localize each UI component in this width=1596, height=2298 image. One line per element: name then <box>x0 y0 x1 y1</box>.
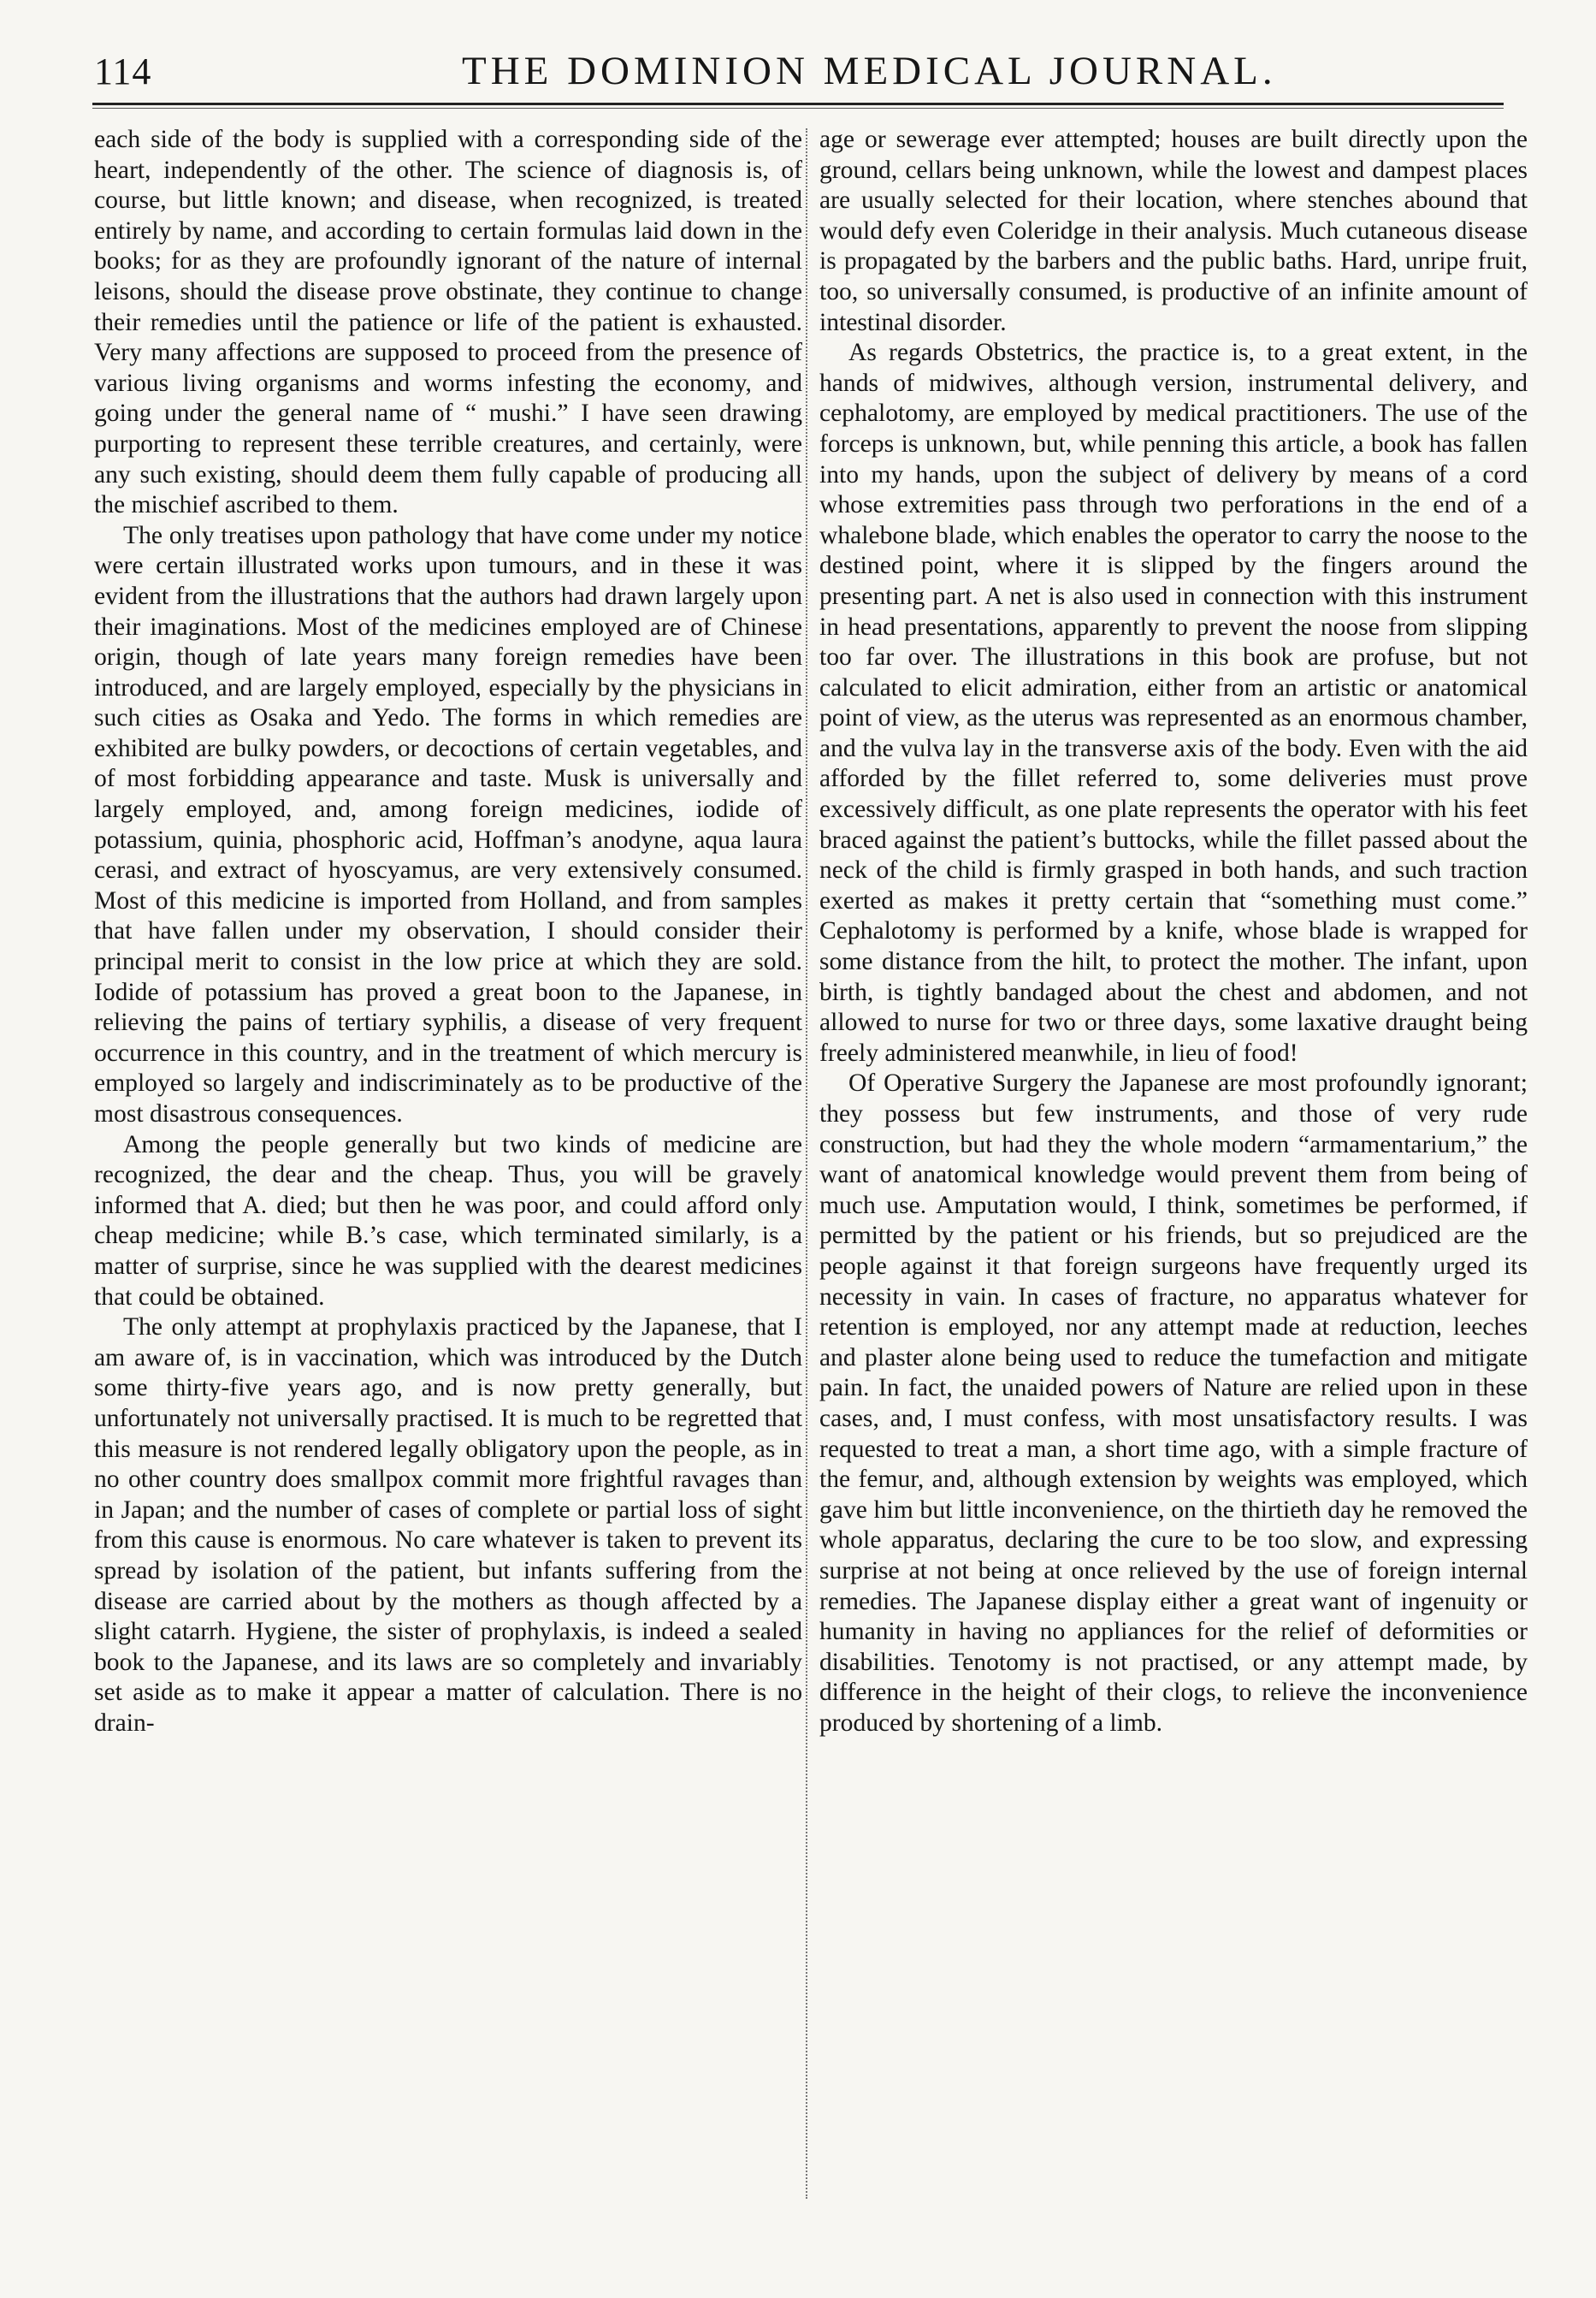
paragraph: As regards Obstetrics, the practice is, to a great extent, in the hands of midwives, although version, instrumental delivery, and cephalotomy, are employed by medical practitioners. The use of the forceps is unknown, but, while penning this article, a book has fallen into my hands, upon the subject of delivery by means of a cord whose extremities pass through two perforations in the end of a whalebone blade, which enables the operator to carry the noose to the destined point, where it is slipped by the fingers around the presenting part. A net is also used in connection with this instrument in head presentations, apparently to prevent the noose from slipping too far over. The illustrations in this book are profuse, but not calculated to elicit admiration, either from an artistic or anatomical point of view, as the uterus was represented as an enormous chamber, and the vulva lay in the transverse axis of the body. Even with the aid afforded by the fillet referred to, some deliveries must prove excessively difficult, as one plate represents the operator with his feet braced against the patient’s buttocks, while the fillet passed about the neck of the child is firmly grasped in both hands, and such traction exerted as makes it pretty certain that “something must come.” Cephalotomy is performed by a knife, whose blade is wrapped for some distance from the hilt, to protect the mother. The infant, upon birth, is tightly bandaged about the chest and abdomen, and not allowed to nurse for two or three days, some laxative draught being freely administered meanwhile, in lieu of food! <box>819 339 1528 1067</box>
right-column <box>819 125 1528 2212</box>
paragraph: Among the people generally but two kinds of medicine are recognized, the dear and the cheap. Thus, you will be gravely informed that A. died; but then he was poor, and could afford only cheap medicine; while B.’s case, which terminated similarly, is a matter of surprise, since he was supplied with the dearest medicines that could be obtained. <box>94 1130 802 1311</box>
header-rule <box>92 103 1504 105</box>
left-column <box>94 125 802 2212</box>
paragraph: The only treatises upon pathology that have come under my notice were certain illustrated works upon tumours, and in these it was evident from the illustrations that the authors had drawn largely upon their imaginations. Most of the medicines employed are of Chinese origin, though of late years many foreign remedies have been introduced, and are largely employed, especially by the physicians in such cities as Osaka and Yedo. The forms in which remedies are exhibited are bulky powders, or decoctions of certain vegetables, and of most forbidding appearance and taste. Musk is universally and largely employed, and, among foreign medicines, iodide of potassium, quinia, phosphoric acid, Hoffman’s anodyne, aqua laura cerasi, and extract of hyoscyamus, are very extensively consumed. Most of this medicine is imported from Holland, and from samples that have fallen under my observation, I should consider their principal merit to consist in the low price at which they are sold. Iodide of potassium has proved a great boon to the Japanese, in relieving the pains of tertiary syphilis, a disease of very frequent occurrence in this country, and in the treatment of which mercury is employed so largely and indiscriminately as to be productive of the most disastrous consequences. <box>94 521 802 1128</box>
page-number: 114 <box>94 50 152 92</box>
column-divider <box>806 128 807 2199</box>
paragraph: Of Operative Surgery the Japanese are most profoundly ignorant; they possess but few instruments, and those of very rude construction, but had they the whole modern “armamentarium,” the want of anatomical knowledge would prevent them from being of much use. Amputation would, I think, sometimes be performed, if permitted by the patient or his friends, but so prejudiced are the people against it that foreign surgeons have frequently urged its necessity in vain. In cases of fracture, no apparatus whatever for retention is employed, nor any attempt made at reduction, leeches and plaster alone being used to reduce the tumefaction and mitigate pain. In fact, the unaided powers of Nature are relied upon in these cases, and, I must confess, with most unsatisfactory results. I was requested to treat a man, a short time ago, with a simple fracture of the femur, and, although extension by weights was employed, which gave him but little inconvenience, on the thirtieth day he removed the whole apparatus, declaring the cure to be too slow, and expressing surprise at not being at once relieved by the use of foreign internal remedies. The Japanese display either a great want of ingenuity or humanity in having no appliances for the relief of deformities or disabilities. Tenotomy is not practised, or any attempt made, by difference in the height of their clogs, to relieve the inconvenience produced by shortening of a limb. <box>819 1069 1528 1737</box>
page-header <box>94 43 1504 103</box>
running-head: THE DOMINION MEDICAL JOURNAL. <box>462 49 1277 93</box>
paragraph: each side of the body is supplied with a corresponding side of the heart, independently of the other. The science of diagnosis is, of course, but little known; and disease, when recognized, is treated entirely by name, and according to certain formulas laid down in the books; for as they are profoundly ignorant of the nature of internal leisons, should the disease prove obstinate, they continue to change their remedies until the patience or life of the patient is exhausted. Very many affections are supposed to proceed from the presence of various living organisms and worms infesting the economy, and going under the general name of “ mushi.” I have seen drawing purporting to represent these terrible creatures, and certainly, were any such existing, should deem them fully capable of producing all the mischief ascribed to them. <box>94 126 802 519</box>
paragraph: age or sewerage ever attempted; houses are built directly upon the ground, cellars being unknown, while the lowest and dampest places are usually selected for their location, where stenches abound that would defy even Coleridge in their analysis. Much cutaneous disease is propagated by the barbers and the public baths. Hard, unripe fruit, too, so universally consumed, is productive of an infinite amount of intestinal disorder. <box>819 126 1528 336</box>
header-rule-thin <box>92 108 1504 109</box>
paragraph: The only attempt at prophylaxis practiced by the Japanese, that I am aware of, is in vaccination, which was introduced by the Dutch some thirty-five years ago, and is now pretty generally, but unfortunately not universally practised. It is much to be regretted that this measure is not rendered legally obligatory upon the people, as in no other country does smallpox commit more frightful ravages than in Japan; and the number of cases of complete or partial loss of sight from this cause is enormous. No care whatever is taken to prevent its spread by isolation of the patient, but infants suffering from the disease are carried about by the mothers as though affected by a slight catarrh. Hygiene, the sister of prophylaxis, is indeed a sealed book to the Japanese, and its laws are so completely and invariably set aside as to make it appear a matter of calculation. There is no drain- <box>94 1313 802 1737</box>
